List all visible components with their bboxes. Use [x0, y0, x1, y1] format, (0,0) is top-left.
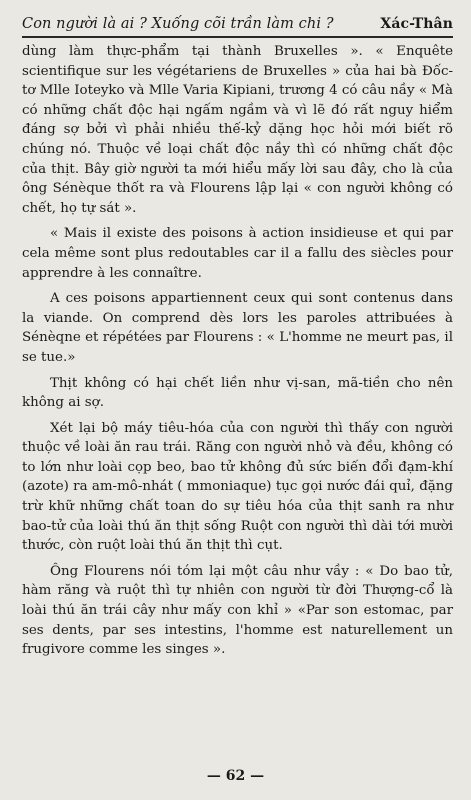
paragraph: A ces poisons appartiennent ceux qui sont contenus dans la viande. On comprend dès lors les paroles attribuées à Sénèqne et répétées par Flourens : « L'homme ne meurt pas, il se tue.» [22, 291, 453, 365]
running-header-title: Con người là ai ? Xuống cõi trần làm chi ? [22, 16, 334, 32]
header-rule [22, 36, 453, 38]
page-body [22, 42, 453, 660]
paragraph: Xét lại bộ máy tiêu-hóa của con người thì thấy con người thuộc về loài ăn rau trái. Răng con người nhỏ và đều, không có to lớn như loài cọp beo, bao tử không đủ sức biến đổi đạm-khí (azote) ra am-mô-nhát ( mmoniaque) tục gọi nước đái quỉ, đặng trừ khữ những chất toan do sự tiêu hóa của thịt sanh ra như bao-tử của loài thú ăn thịt sống Ruột con người thì dài tới mười thước, còn ruột loài thú ăn thịt thì cụt. [22, 420, 453, 554]
paragraph: Thịt không có hại chết liền như vị-san, mã-tiền cho nên không ai sợ. [22, 375, 453, 411]
paragraph: « Mais il existe des poisons à action insidieuse et qui par cela même sont plus redoutables car il a fallu des siècles pour apprendre à les connaître. [22, 226, 453, 281]
running-header-section: Xác-Thân [380, 16, 453, 32]
paragraph: dùng làm thực-phẩm tại thành Bruxelles ». « Enquête scientifique sur les végétariens de Bruxelles » của hai bà Đốc-tơ Mlle Ioteyko và Mlle Varia Kipiani, trương 4 có câu nầy « Mà có những chất độc hại ngấm ngầm và vì lẽ đó rất nguy hiểm đáng sợ bởi vì phải nhiều thế-kỷ dặng học hỏi mới biết rõ chúng nó. Thuộc về loại chất độc nầy thì có những chất độc của thịt. Bây giờ người ta mới hiểu mấy lời sau đây, cho là của ông Sénèque thốt ra và Flourens lập lại « con người không có chết, họ tự sát ». [22, 44, 453, 216]
page-number: — 62 — [206, 768, 265, 784]
running-header [22, 16, 453, 36]
paragraph: Ông Flourens nói tóm lại một câu như vầy : « Do bao tử, hàm răng và ruột thì tự nhiên con người từ đời Thượng-cổ là loài thú ăn trái cây như mấy con khỉ » «Par son estomac, par ses dents, par ses intestins, l'homme est naturellement un frugivore comme les singes ». [22, 563, 453, 658]
